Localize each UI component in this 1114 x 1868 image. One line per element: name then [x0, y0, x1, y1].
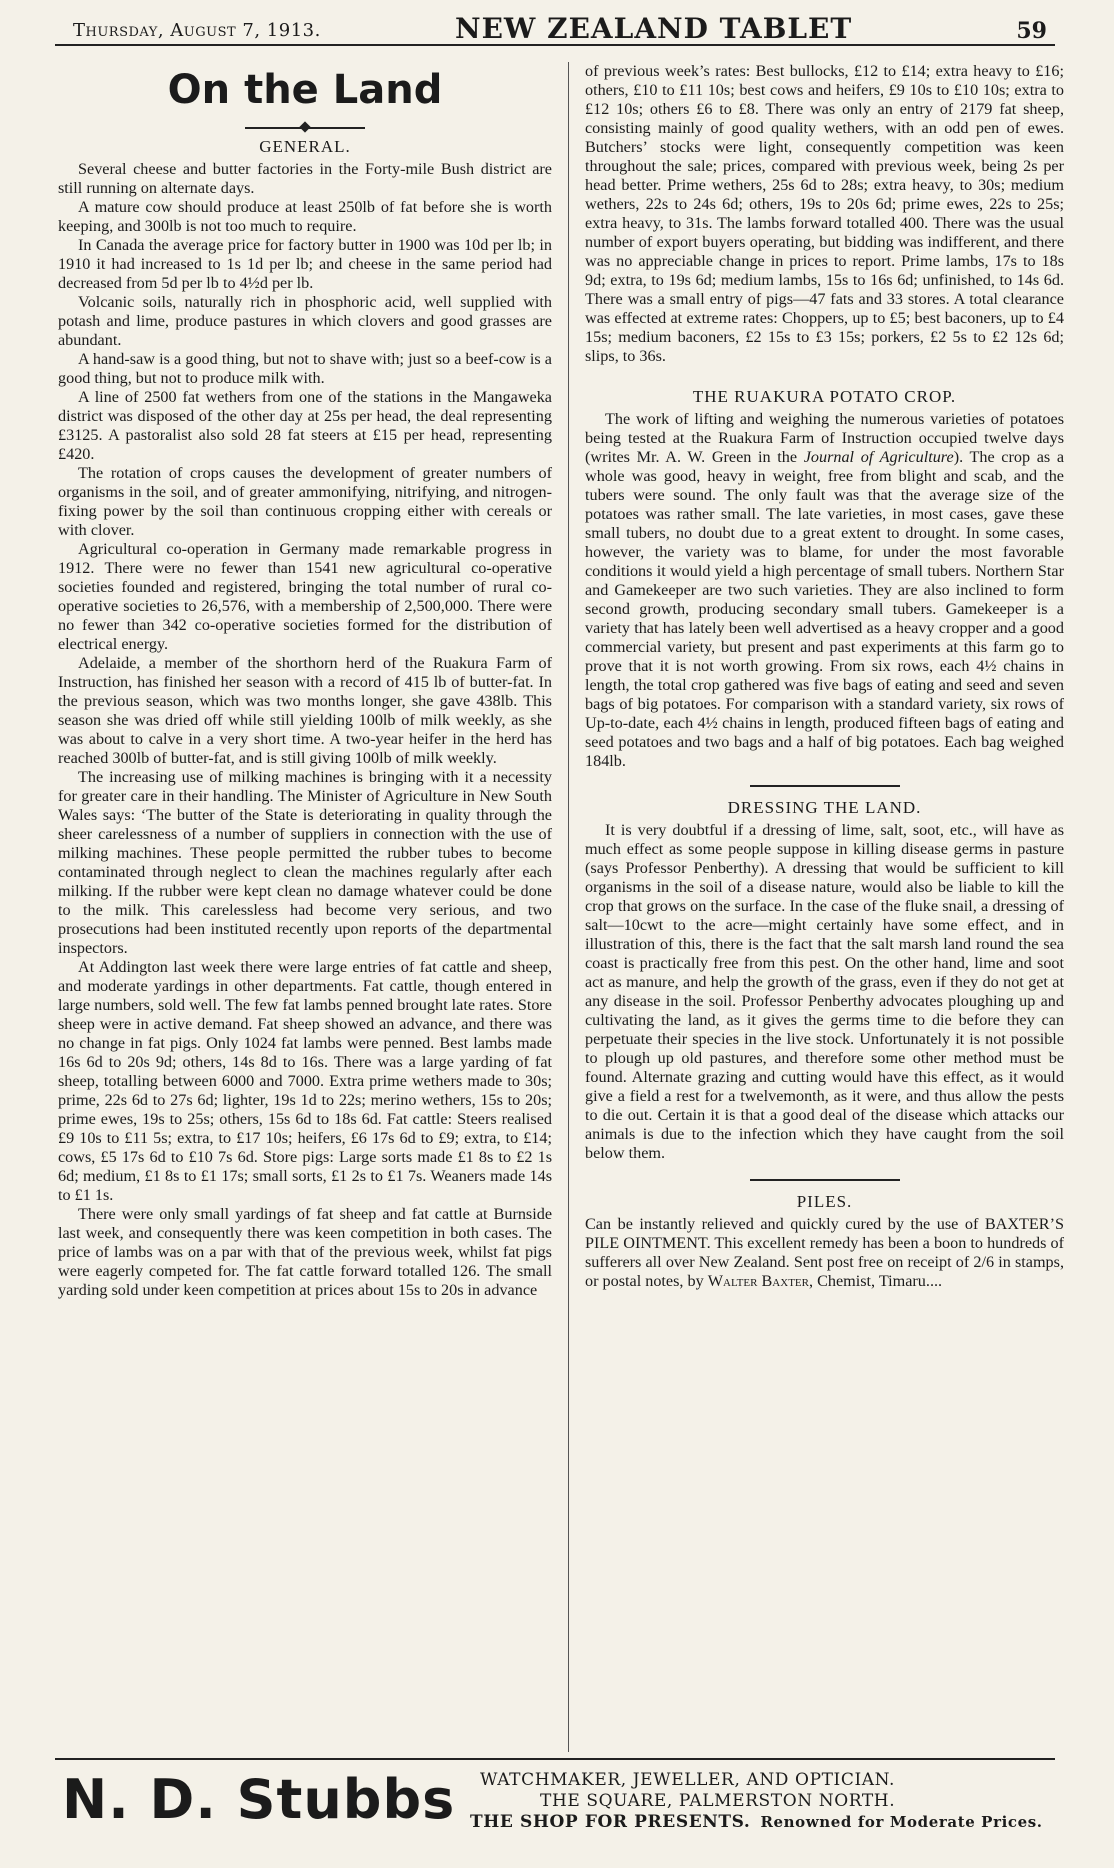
article-paragraph: At Addington last week there were large entries of fat cattle and sheep, and moderate yardings in other departments. Fat cattle, though entered in large numbers, sold well. The few fat lambs penned brought late rates. Store sheep were in active demand. Fat sheep showed an advance, and there was no change in fat pigs. Only 1024 fat lambs were penned. Best lambs made 16s 6d to 20s 9d; others, 14s 8d to 16s. There was a large yarding of fat sheep, totalling between 6000 and 7000. Extra prime wethers made to 30s; prime, 22s 6d to 27s 6d; lighter, 19s 1d to 22s; merino wethers, 15s to 20s; prime ewes, 19s to 25s; others, 15s 6d to 18s 6d. Fat cattle: Steers realised £9 10s to £11 5s; extra, to £17 10s; heifers, £6 17s 6d to £9; extra, to £14; cows, £5 17s 6d to £10 7s 6d. Store pigs: Large sorts made £1 8s to £2 1s 6d; medium, £1 8s to £1 17s; small sorts, £1 2s to £1 7s. Weaners made 14s to £1 1s.	[58, 958, 552, 1204]
article-paragraph: There were only small yardings of fat sheep and fat cattle at Burnside last week, and consequently there was keen competition in both cases. The price of lambs was on a par with that of the previous week, whilst fat pigs were eagerly competed for. The fat cattle forward totalled 126. The small yarding sold under keen competition at prices about 15s to 20s in advance	[58, 1205, 552, 1299]
section-rule	[750, 785, 900, 787]
article-paragraph: Volcanic soils, naturally rich in phosphoric acid, well supplied with potash and lime, produce pastures in which clovers and good grasses are abundant.	[58, 293, 552, 349]
piles-heading: PILES.	[796, 1192, 853, 1211]
ruakura-heading: THE RUAKURA POTATO CROP.	[692, 387, 957, 406]
piles-advert	[585, 1215, 1064, 1291]
advert-address-line: THE SQUARE, PALMERSTON NORTH.	[540, 1791, 896, 1811]
dressing-paragraph: It is very doubtful if a dressing of lime, salt, soot, etc., will have as much effect as some people suppose in killing disease germs in pasture (says Professor Penberthy). A dressing that would be sufficient to kill organisms in the soil of a disease nature, would also be liable to kill the crop that grows on the surface. In the case of the fluke snail, a dressing of salt—10cwt to the acre—might certainly have some effect, and in illustration of this, there is the fact that the salt marsh land round the sea coast is practically free from this pest. On the other hand, lime and soot act as manure, and help the growth of the grass, even if they do not get at any disease in the soil. Professor Penberthy advocates ploughing up and cultivating the land, as it gives the germs time to die before they can perpetuate their species in the live stock. Unfortunately it is not possible to plough up old pastures, and therefore some other method must be found. Alternate grazing and cutting would have this effect, as it would give a field a rest for a twelvemonth, as it were, and thus allow the pests to die out. Certain it is that a good deal of the disease which attacks our animals is due to the infection which they have caught from the soil below them.	[585, 821, 1064, 1162]
footer-rule	[55, 1758, 1055, 1760]
article-paragraph: The increasing use of milking machines is bringing with it a necessity for greater care in their handling. The Minister of Agriculture in New South Wales says: ‘The butter of the State is deteriorating in quality through the sheer carelessness of a number of suppliers in connection with the use of milking machines. These people permitted the rubber tubes to become contaminated through neglect to clean the machines regularly after each milking. If the rubber were kept clean no damage whatever could be done to the milk. This carelessless had become very serious, and two prosecutions had been instituted recently upon reports of the departmental inspectors.	[58, 768, 552, 957]
page-number: 59	[1016, 18, 1047, 44]
chemist-name: Walter Baxter	[707, 1272, 809, 1290]
article-paragraph: In Canada the average price for factory butter in 1900 was 10d per lb; in 1910 it had increased to 1s 1d per lb; and cheese in the same period had decreased from 5d per lb to 4½d per lb.	[58, 236, 552, 292]
ornament-divider	[245, 122, 365, 134]
article-paragraph: Adelaide, a member of the shorthorn herd of the Ruakura Farm of Instruction, has finished her season with a record of 415 lb of butter-fat. In the previous season, which was two months longer, she gave 438lb. This season she was dried off while still yielding 100lb of milk weekly, as she was about to calve in a very short time. A two-year heifer in the herd has reached 300lb of butter-fat, and is still giving 100lb of milk weekly.	[58, 654, 552, 767]
dressing-heading: DRESSING THE LAND.	[727, 798, 922, 817]
article-paragraph: A line of 2500 fat wethers from one of the stations in the Mangaweka district was disposed of the other day at 25s per head, the deal representing £3125. A pastoralist also sold 28 fat steers at £15 per head, representing £420.	[58, 388, 552, 463]
piles-text-end: , Chemist, Timaru....	[808, 1272, 943, 1290]
page-header	[55, 8, 1055, 46]
column-divider	[568, 62, 569, 1752]
advert-slogan: THE SHOP FOR PRESENTS.	[470, 1812, 751, 1832]
section-rule	[750, 1179, 900, 1181]
right-column	[585, 62, 1064, 1291]
article-paragraph: Several cheese and butter factories in the Forty-mile Bush district are still running on alternate days.	[58, 160, 552, 197]
continued-paragraph: of previous week’s rates: Best bullocks, £12 to £14; extra heavy to £16; others, £10 to £11 10s; best cows and heifers, £9 10s to £10 10s; extra to £12 10s; others £6 to £8. There was only an entry of 2179 fat sheep, consisting mainly of good quality wethers, with an odd pen of ewes. Butchers’ stocks were light, consequently competition was keen throughout the sale; prices, compared with previous week, being 2s per head better. Prime wethers, 25s 6d to 28s; extra heavy, to 30s; medium wethers, 22s to 24s 6d; others, 19s to 20s 6d; prime ewes, 22s to 25s; extra heavy, to 31s. The lambs forward totalled 400. There was the usual number of export buyers operating, but bidding was indifferent, and there was no appreciable change in prices to report. Prime lambs, 17s to 18s 9d; extra, to 19s 6d; medium lambs, 15s to 16s 6d; unfinished, to 14s 6d. There was a small entry of pigs—47 fats and 33 stores. A total clearance was effected at extreme rates: Choppers, up to £5; best baconers, up to £4 15s; medium baconers, £2 15s to £3 15s; porkers, £2 5s to £2 12s 6d; slips, to 36s.	[585, 62, 1064, 365]
ruakura-paragraph	[585, 410, 1064, 771]
advert-business-name: N. D. Stubbs	[62, 1768, 456, 1831]
masthead-title: NEW ZEALAND TABLET	[455, 12, 853, 45]
section-title: On the Land	[167, 67, 443, 113]
general-heading: GENERAL.	[259, 137, 351, 156]
advert-slogan-tail: Renowned for Moderate Prices.	[760, 1813, 1043, 1831]
article-paragraph: A hand-saw is a good thing, but not to shave with; just so a beef-cow is a good thing, but not to produce milk with.	[58, 350, 552, 387]
article-paragraph: A mature cow should produce at least 250lb of fat before she is worth keeping, and 300lb is not too much to require.	[58, 198, 552, 235]
article-paragraph: Agricultural co-operation in Germany made remarkable progress in 1912. There were no fewer than 1541 new agricultural co-operative societies founded and registered, bringing the total number of rural co-operative societies to 26,576, with a membership of 2,500,000. There were no fewer than 342 co-operative societies formed for the distribution of electrical energy.	[58, 540, 552, 653]
left-column	[58, 62, 552, 1300]
article-paragraph: The rotation of crops causes the development of greater numbers of organisms in the soil, and of greater ammonifying, nitrifying, and nitrogen-fixing power by the soil than continuous cropping either with cereals or with clover.	[58, 464, 552, 539]
journal-title: Journal of Agriculture	[803, 448, 954, 466]
advert-trade-line: WATCHMAKER, JEWELLER, AND OPTICIAN.	[480, 1770, 896, 1790]
ruakura-text-end: ). The crop as a whole was good, heavy in weight, free from blight and scab, and the tubers were sound. The only fault was that the average size of the potatoes was rather small. The late varieties, in most cases, gave these small tubers, no doubt due to a great extent to drought. In some cases, however, the variety was to blame, for under the most favorable conditions it would yield a high percentage of small tubers. Northern Star and Gamekeeper are two such varieties. They are also inclined to form second growth, producing secondary small tubers. Gamekeeper is a variety that has lately been well advertised as a heavy cropper and a good commercial variety, but present and past experiments at this farm go to prove that it is not worth growing. From six rows, each 4½ chains in length, the total crop gathered was five bags of eating and seed and seven bags of big potatoes. For comparison with a standard variety, six rows of Up-to-date, each 4½ chains in length, produced fifteen bags of eating and seed potatoes and two bags and a half of big potatoes. Each bag weighed 184lb.	[585, 448, 1065, 770]
issue-date: Thursday, August 7, 1913.	[73, 20, 321, 41]
ornament-diamond-icon	[299, 121, 310, 132]
advert-slogan-line	[470, 1812, 1043, 1833]
advert-details	[470, 1770, 1043, 1833]
piles-text-start: Can be instantly relieved and quickly cured by the use of BAXTER’S PILE OINTMENT. This excellent remedy has been a boon to hundreds of sufferers all over New Zealand. Sent post free on receipt of 2/6 in stamps, or postal notes, by	[585, 1215, 1064, 1290]
ruakura-text-start: The work of lifting and weighing the numerous varieties of potatoes being tested at the Ruakura Farm of Instruction occupied twelve days (writes Mr. A. W. Green in the	[585, 410, 1064, 466]
